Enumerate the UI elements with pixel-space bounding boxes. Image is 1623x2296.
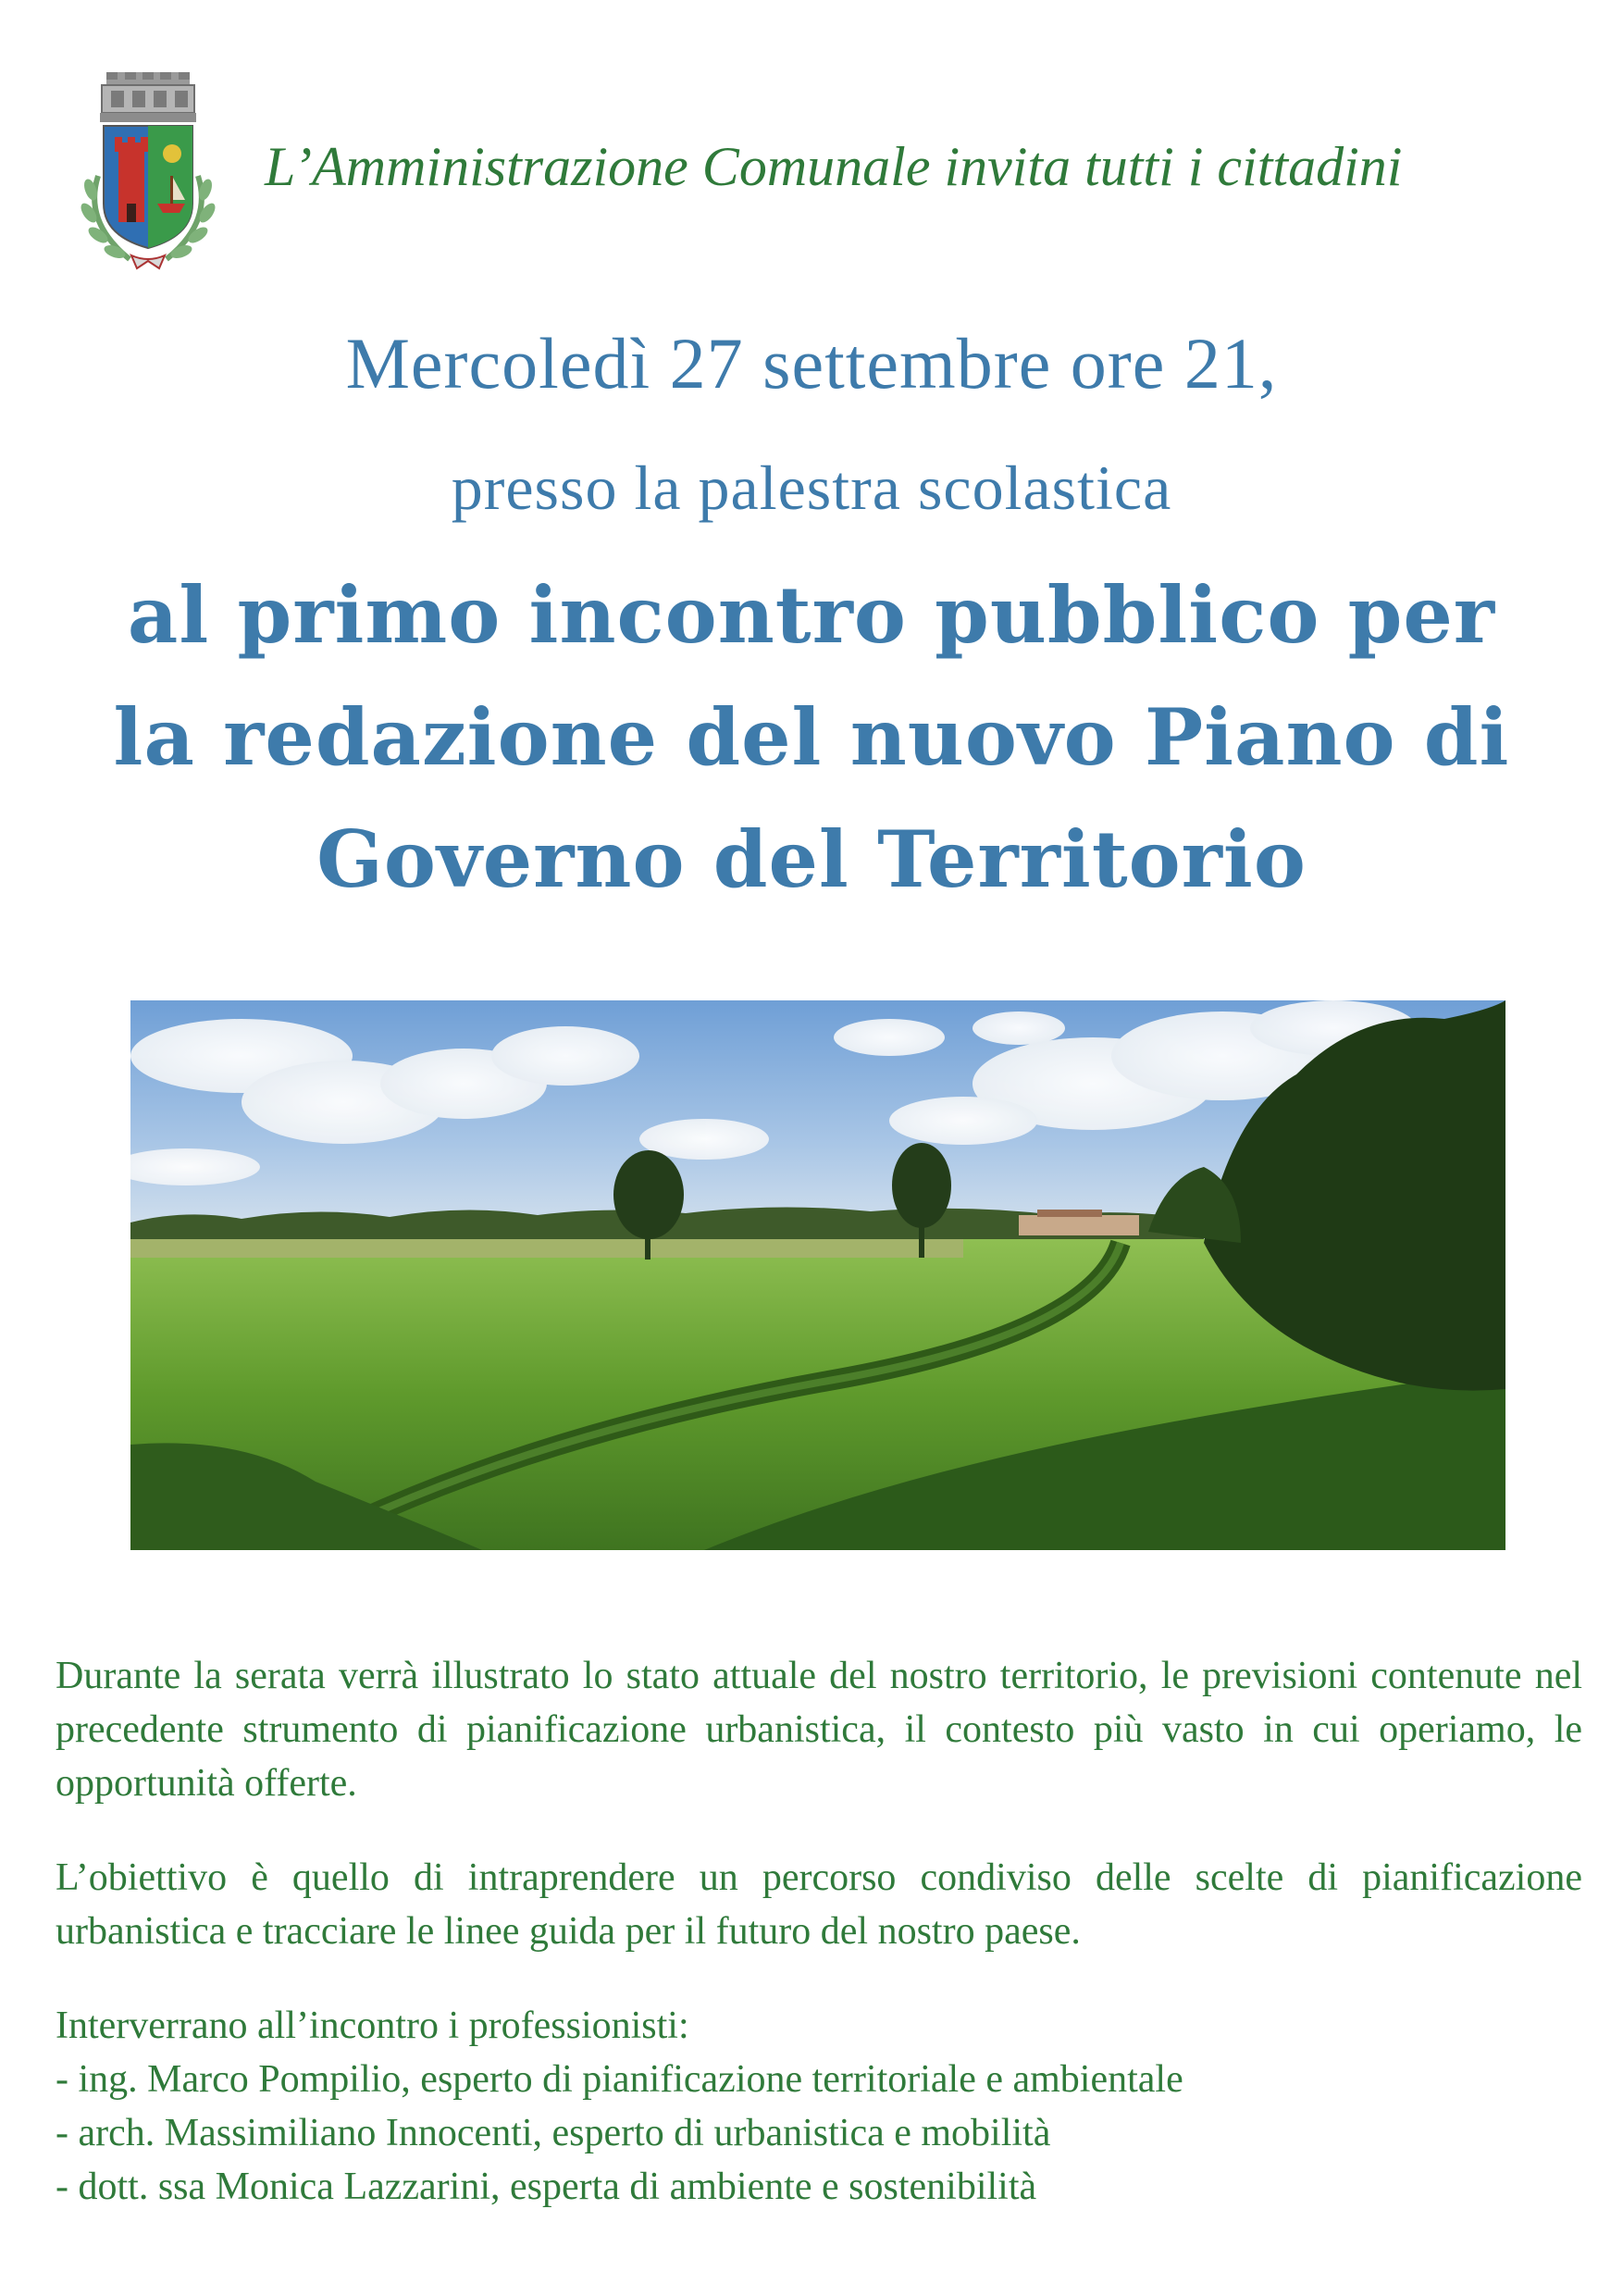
event-date-time: Mercoledì 27 settembre ore 21, [345,323,1278,403]
speakers-intro: Interverrano all’incontro i professionisti: [56,2004,689,2047]
event-title-line-2: la redazione del nuovo Piano di [113,691,1510,783]
municipal-coat-of-arms-icon [74,65,222,273]
event-title-line-1: al primo incontro pubblico per [127,569,1496,661]
objective-text: L’obiettivo è quello di intraprendere un percorso condiviso delle scelte di pianificazione urbanistica e tracciare le linee guida per il futuro del nostro paese. [56,1856,1582,1953]
objective-paragraph [56,1851,1582,1958]
speaker-item: - ing. Marco Pompilio, esperto di pianificazione territoriale e ambientale [56,2058,1183,2101]
invitation-heading: L’Amministrazione Comunale invita tutti i cittadini [265,136,1403,197]
speaker-item: - dott. ssa Monica Lazzarini, esperta di ambiente e sostenibilità [56,2166,1037,2208]
speakers-section [56,1999,1582,2214]
landscape-photo [130,1000,1505,1550]
event-title-line-3: Governo del Territorio [316,813,1307,905]
event-venue: presso la palestra scolastica [451,453,1172,523]
speaker-item: - arch. Massimiliano Innocenti, esperto di urbanistica e mobilità [56,2112,1051,2154]
description-text: Durante la serata verrà illustrato lo stato attuale del nostro territorio, le previsioni contenute nel precedente strumento di pianificazione urbanistica, il contesto più vasto in cui operiamo, le opportunità offerte. [56,1655,1582,1805]
description-paragraph [56,1649,1582,1810]
